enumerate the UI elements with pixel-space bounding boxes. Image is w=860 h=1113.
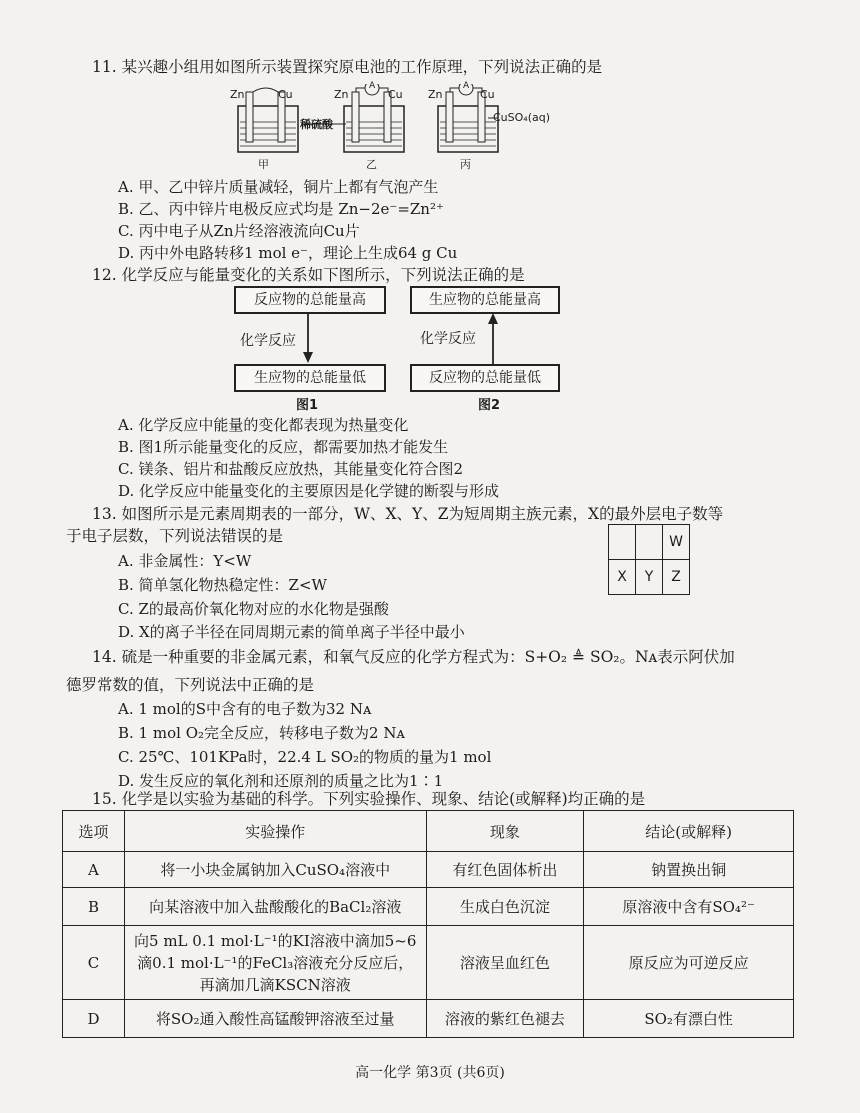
label-yi: 乙 (366, 158, 377, 171)
cell-w: W (663, 525, 690, 560)
q13-stem-line2: 于电子层数，下列说法错误的是 (66, 527, 284, 545)
row-a-conclusion: 钠置换出铜 (584, 852, 794, 888)
q13-option-d: D. X的离子半径在同周期元素的简单离子半径中最小 (118, 623, 465, 641)
header-phenomenon: 现象 (426, 811, 584, 852)
row-c-phenomenon: 溶液呈血红色 (426, 926, 584, 1000)
fig2-arrow-label: 化学反应 (420, 331, 476, 347)
fig1-arrow-label: 化学反应 (240, 333, 296, 349)
row-c-operation (124, 926, 426, 1000)
page-footer: 高一化学 第3页 (共6页) (355, 1065, 505, 1081)
fig1-arrow-down-icon (300, 312, 316, 364)
bing-cu-label: Cu (480, 88, 495, 101)
row-a-phenomenon: 有红色固体析出 (426, 852, 584, 888)
row-c-option: C (63, 926, 125, 1000)
row-d-operation: 将SO₂通入酸性高锰酸钾溶液至过量 (124, 1000, 426, 1038)
q11-stem: 11. 某兴趣小组用如图所示装置探究原电池的工作原理，下列说法正确的是 (92, 58, 603, 76)
q13-option-b: B. 简单氢化物热稳定性：Z<W (118, 576, 327, 594)
row-b-phenomenon: 生成白色沉淀 (426, 888, 584, 926)
q12-option-d: D. 化学反应中能量变化的主要原因是化学键的断裂与形成 (118, 482, 500, 500)
acid-label: 稀硫酸 (300, 118, 333, 131)
q12-option-b: B. 图1所示能量变化的反应，都需要加热才能发生 (118, 438, 449, 456)
row-c-operation-line2: 滴0.1 mol·L⁻¹的FeCl₃溶液充分反应后， (137, 953, 414, 972)
q13-stem-line1: 13. 如图所示是元素周期表的一部分，W、X、Y、Z为短周期主族元素，X的最外层电子数等 (92, 505, 724, 523)
bing-zn-label: Zn (428, 88, 443, 101)
table-row (63, 1000, 794, 1038)
fig2-arrow-up-icon (485, 312, 501, 364)
q14-stem-line2: 德罗常数的值，下列说法中正确的是 (66, 676, 315, 694)
q14-option-a: A. 1 mol的S中含有的电子数为32 Nᴀ (118, 700, 372, 718)
q12-option-c: C. 镁条、铝片和盐酸反应放热，其能量变化符合图2 (118, 460, 464, 478)
q15-stem: 15. 化学是以实验为基础的科学。下列实验操作、现象、结论(或解释)均正确的是 (92, 790, 646, 808)
table-row (63, 888, 794, 926)
row-b-conclusion: 原溶液中含有SO₄²⁻ (584, 888, 794, 926)
fig2-caption: 图2 (478, 398, 501, 413)
q14-option-b: B. 1 mol O₂完全反应，转移电子数为2 Nᴀ (118, 724, 405, 742)
header-operation: 实验操作 (124, 811, 426, 852)
cell-x: X (609, 560, 636, 595)
row-d-option: D (63, 1000, 125, 1038)
q11-option-d: D. 丙中外电路转移1 mol e⁻，理论上生成64 g Cu (118, 244, 458, 262)
cell-y: Y (636, 560, 663, 595)
q14-option-c: C. 25℃、101KPa时，22.4 L SO₂的物质的量为1 mol (118, 748, 492, 766)
q12-stem: 12. 化学反应与能量变化的关系如下图所示，下列说法正确的是 (92, 266, 525, 284)
jia-cu-label: Cu (278, 88, 293, 101)
q11-option-c: C. 丙中电子从Zn片经溶液流向Cu片 (118, 222, 360, 240)
row-a-operation: 将一小块金属钠加入CuSO₄溶液中 (124, 852, 426, 888)
table-header-row (63, 811, 794, 852)
fig1-bottom-box: 生应物的总能量低 (234, 364, 386, 392)
header-conclusion: 结论(或解释) (584, 811, 794, 852)
row-b-operation: 向某溶液中加入盐酸酸化的BaCl₂溶液 (124, 888, 426, 926)
row-d-phenomenon: 溶液的紫红色褪去 (426, 1000, 584, 1038)
q11-option-b: B. 乙、丙中锌片电极反应式均是 Zn−2e⁻=Zn²⁺ (118, 200, 444, 218)
fig1-top-box: 反应物的总能量高 (234, 286, 386, 314)
table-row (63, 852, 794, 888)
row-c-operation-line1: 向5 mL 0.1 mol·L⁻¹的KI溶液中滴加5~6 (134, 931, 417, 950)
row-b-option: B (63, 888, 125, 926)
yi-ammeter-label: A (369, 81, 376, 91)
label-bing: 丙 (460, 158, 471, 171)
fig2-bottom-box: 反应物的总能量低 (410, 364, 560, 392)
row-d-conclusion: SO₂有漂白性 (584, 1000, 794, 1038)
jia-zn-label: Zn (230, 88, 245, 101)
bing-ammeter-label: A (463, 81, 470, 91)
q11-option-a: A. 甲、乙中锌片质量减轻，铜片上都有气泡产生 (118, 178, 439, 196)
header-option: 选项 (63, 811, 125, 852)
label-jia: 甲 (258, 158, 269, 171)
row-c-conclusion: 原反应为可逆反应 (584, 926, 794, 1000)
yi-cu-label: Cu (388, 88, 403, 101)
q13-option-a: A. 非金属性：Y<W (118, 552, 252, 570)
q12-option-a: A. 化学反应中能量的变化都表现为热量变化 (118, 416, 409, 434)
q14-stem-line1: 14. 硫是一种重要的非金属元素，和氧气反应的化学方程式为：S+O₂ ≜ SO₂。Nᴀ表示阿伏加 (92, 648, 735, 666)
cuso4-label: CuSO₄(aq) (493, 111, 551, 124)
row-a-option: A (63, 852, 125, 888)
experiment-table (62, 810, 794, 1038)
q13-option-c: C. Z的最高价氧化物对应的水化物是强酸 (118, 600, 389, 618)
row-c-operation-line3: 再滴加几滴KSCN溶液 (199, 975, 351, 994)
periodic-table-fragment (608, 524, 690, 595)
yi-zn-label: Zn (334, 88, 349, 101)
table-row (63, 926, 794, 1000)
fig1-caption: 图1 (296, 398, 319, 413)
fig2-top-box: 生应物的总能量高 (410, 286, 560, 314)
q14-option-d: D. 发生反应的氧化剂和还原剂的质量之比为1∶1 (118, 772, 444, 790)
cell-z: Z (663, 560, 690, 595)
